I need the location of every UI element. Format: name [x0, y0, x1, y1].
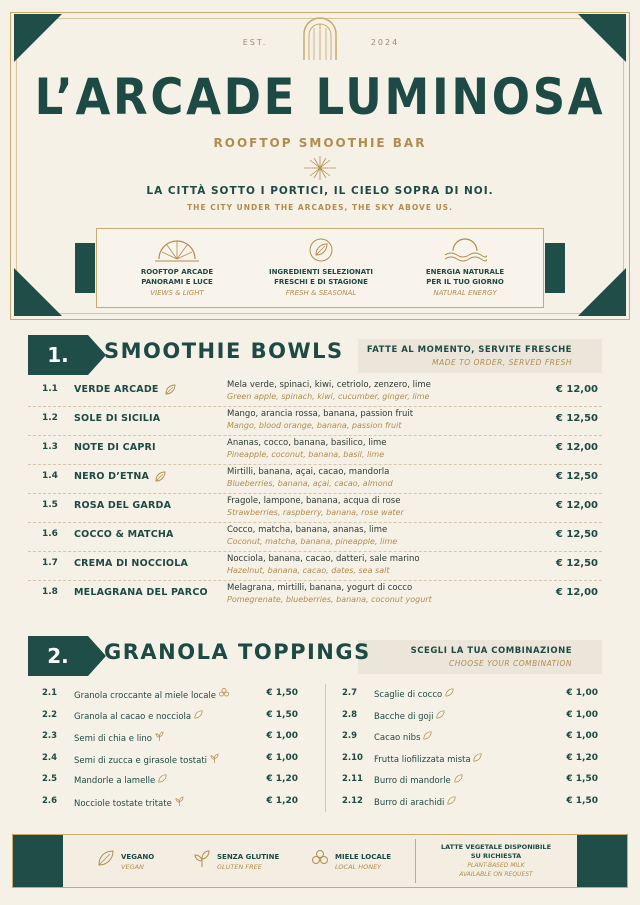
item-name — [74, 796, 184, 809]
column-divider — [325, 684, 326, 812]
item-name-text: Nocciole tostate tritate — [74, 798, 172, 809]
item-ingredients: Mela verde, spinaci, kiwi, cetriolo, zenzero, lime — [227, 380, 431, 390]
item-ingredients-english: Pomegrenate, blueberries, banana, coconut yogurt — [227, 595, 432, 604]
item-ingredients: Cocco, matcha, banana, ananas, lime — [227, 525, 388, 535]
list-item — [28, 407, 602, 436]
item-name — [74, 753, 219, 766]
list-item — [328, 727, 598, 749]
legend-english: VEGAN — [121, 863, 144, 871]
item-number: 2.5 — [42, 774, 58, 784]
item-number: 2.7 — [342, 688, 358, 698]
item-name-text: Semi di zucca e girasole tostati — [74, 755, 208, 766]
item-number: 1.8 — [42, 587, 58, 597]
feature-energy — [395, 237, 535, 299]
honey-flower-icon — [219, 688, 229, 698]
section-note-english: MADE TO ORDER, SERVED FRESH — [432, 358, 572, 367]
item-number: 1.5 — [42, 500, 58, 510]
item-ingredients: Ananas, cocco, banana, basilico, lime — [227, 438, 387, 448]
item-price: € 1,20 — [266, 774, 298, 784]
tagline: LA CITTÀ SOTTO I PORTICI, IL CIELO SOPRA DI NOI. — [146, 185, 494, 197]
feature-line2: PER IL TUO GIORNO — [426, 278, 504, 286]
item-number: 2.4 — [42, 752, 58, 763]
legend-english: LOCAL HONEY — [335, 863, 382, 871]
item-price: € 12,50 — [555, 529, 598, 540]
item-number: 1.2 — [42, 413, 58, 423]
item-name-text: Mandorle a lamelle — [74, 776, 156, 786]
leaf-icon — [97, 849, 115, 867]
leaf-icon — [158, 774, 167, 783]
item-price: € 1,50 — [266, 709, 298, 720]
item-price: € 1,00 — [266, 752, 298, 763]
section-number: 1. — [28, 335, 88, 375]
item-name: CREMA DI NOCCIOLA — [74, 558, 189, 569]
item-ingredients: Mirtilli, banana, açai, cacao, mandorla — [227, 467, 390, 477]
item-name-text: Scaglie di cocco — [374, 690, 443, 700]
item-ingredients-english: Blueberries, banana, açai, cacao, almond — [227, 479, 393, 488]
list-item — [328, 749, 598, 771]
item-name — [374, 774, 463, 786]
list-item — [328, 706, 598, 728]
item-ingredients-english: Coconut, matcha, banana, pineapple, lime — [227, 537, 398, 546]
item-name — [374, 688, 454, 700]
feature-rooftop — [107, 237, 247, 299]
arch-logo-icon — [300, 14, 340, 60]
item-number: 2.10 — [342, 752, 363, 763]
leaf-icon — [445, 688, 454, 697]
feature-english: VIEWS & LIGHT — [150, 289, 204, 297]
feature-line1: ENERGIA NATURALE — [425, 268, 505, 276]
item-price: € 1,00 — [266, 731, 298, 741]
milk-note-line2: SU RICHIESTA — [470, 852, 522, 860]
item-price: € 12,00 — [555, 384, 598, 395]
item-price: € 1,00 — [566, 731, 598, 741]
list-item — [28, 378, 602, 407]
list-item — [28, 436, 602, 465]
item-name-text: Granola al cacao e nocciola — [74, 711, 192, 722]
list-item — [28, 494, 602, 523]
item-name-text: Cacao nibs — [374, 733, 421, 743]
item-number: 2.3 — [42, 731, 58, 741]
item-price: € 1,20 — [266, 795, 298, 806]
item-price: € 1,00 — [566, 709, 598, 720]
sunrise-icon — [155, 237, 199, 263]
feature-line2: FRESCHI E DI STAGIONE — [274, 278, 368, 286]
toppings-column-left — [28, 684, 298, 813]
restaurant-title: L’ARCADE LUMINOSA — [34, 68, 606, 126]
sprout-icon — [193, 849, 211, 867]
item-name-text: Bacche di goji — [374, 711, 434, 722]
leaf-icon — [454, 774, 463, 783]
item-name — [74, 688, 229, 701]
item-price: € 1,20 — [566, 752, 598, 763]
section-title: GRANOLA TOPPINGS — [104, 640, 371, 664]
list-item — [28, 465, 602, 494]
legend-label: VEGANO — [121, 853, 155, 861]
vegan-leaf-icon — [165, 384, 176, 395]
features-box — [96, 228, 544, 308]
vegan-leaf-icon — [155, 471, 166, 482]
feature-line1: ROOFTOP ARCADE — [140, 268, 214, 276]
item-price: € 1,50 — [266, 688, 298, 698]
item-ingredients: Nocciola, banana, cacao, datteri, sale marino — [227, 554, 420, 564]
item-number: 1.7 — [42, 558, 58, 568]
section-title: SMOOTHIE BOWLS — [104, 339, 344, 363]
section-note: SCEGLI LA TUA COMBINAZIONE — [410, 646, 572, 656]
item-price: € 12,00 — [555, 587, 598, 598]
item-price: € 1,50 — [566, 795, 598, 806]
item-name — [374, 710, 445, 722]
item-name — [374, 796, 456, 808]
item-number: 1.6 — [42, 529, 58, 539]
footer-ornament-left — [13, 835, 63, 887]
item-price: € 12,00 — [555, 500, 598, 511]
list-item — [328, 684, 598, 706]
milk-note-english1: PLANT-BASED MILK — [467, 862, 525, 869]
item-name: NOTE DI CAPRI — [74, 442, 156, 453]
sprout-icon — [155, 731, 164, 741]
item-price: € 12,50 — [555, 413, 598, 424]
item-name — [74, 774, 167, 786]
item-name-text: Frutta liofilizzata mista — [374, 754, 471, 765]
established-line — [0, 38, 640, 47]
item-number: 1.4 — [42, 471, 58, 481]
list-item — [28, 792, 298, 814]
est-label: EST. — [242, 38, 268, 47]
toppings-column-right — [328, 684, 598, 813]
item-name — [74, 731, 164, 744]
item-number: 2.2 — [42, 709, 58, 720]
item-number: 2.1 — [42, 688, 58, 698]
item-price: € 12,50 — [555, 558, 598, 569]
sun-over-waves-icon — [443, 237, 487, 263]
legend-english: GLUTEN FREE — [217, 863, 262, 871]
item-name: MELAGRANA DEL PARCO — [74, 587, 208, 598]
legend-label: SENZA GLUTINE — [217, 853, 280, 861]
item-name-text: NERO D’ETNA — [74, 471, 150, 482]
legend-label: MIELE LOCALE — [335, 853, 391, 861]
item-number: 2.9 — [342, 731, 358, 741]
leaf-icon — [473, 753, 482, 762]
item-ingredients: Fragole, lampone, banana, acqua di rose — [227, 496, 401, 506]
item-name-text: Burro di mandorle — [374, 776, 451, 786]
section-note: FATTE AL MOMENTO, SERVITE FRESCHE — [366, 345, 572, 355]
list-item — [28, 749, 298, 771]
item-name-text: VERDE ARCADE — [74, 384, 159, 395]
section-note-english: CHOOSE YOUR COMBINATION — [449, 659, 572, 668]
item-number: 1.3 — [42, 442, 58, 452]
item-name-text: Semi di chia e lino — [74, 734, 153, 744]
item-ingredients-english: Pineapple, coconut, banana, basil, lime — [227, 450, 385, 459]
item-name: SOLE DI SICILIA — [74, 413, 161, 424]
list-item — [28, 523, 602, 552]
list-item — [28, 770, 298, 792]
item-ingredients: Mango, arancia rossa, banana, passion fruit — [227, 409, 414, 419]
leaf-icon — [447, 796, 456, 805]
milk-note-english2: AVAILABLE ON REQUEST — [459, 871, 533, 878]
item-name-text: Burro di arachidi — [374, 797, 445, 808]
item-ingredients-english: Strawberries, raspberry, banana, rose water — [227, 508, 404, 517]
item-price: € 1,50 — [566, 774, 598, 784]
list-item — [328, 770, 598, 792]
item-number: 2.11 — [342, 774, 363, 784]
item-price: € 1,00 — [566, 688, 598, 698]
list-item — [28, 581, 602, 610]
feature-line2: PANORAMI E LUCE — [141, 278, 213, 286]
item-price: € 12,50 — [555, 471, 598, 482]
item-ingredients-english: Hazelnut, banana, cacao, dates, sea salt — [227, 566, 390, 575]
item-name — [74, 710, 203, 722]
section-header-bowls — [28, 335, 602, 375]
item-number: 2.12 — [342, 795, 363, 806]
tagline-english: THE CITY UNDER THE ARCADES, THE SKY ABOVE US. — [187, 203, 453, 212]
item-name — [374, 731, 432, 743]
leaf-icon — [423, 731, 432, 740]
list-item — [28, 552, 602, 581]
item-ingredients-english: Mango, blood orange, banana, passion fruit — [227, 421, 402, 430]
footer-divider — [415, 839, 416, 883]
restaurant-subtitle: ROOFTOP SMOOTHIE BAR — [213, 136, 427, 150]
feature-line1: INGREDIENTI SELEZIONATI — [268, 268, 374, 276]
milk-note-line1: LATTE VEGETALE DISPONIBILE — [440, 843, 552, 851]
section-header-toppings — [28, 636, 602, 676]
item-name-text: Granola croccante al miele locale — [74, 691, 217, 701]
feature-english: NATURAL ENERGY — [433, 289, 497, 297]
item-name — [74, 384, 176, 395]
list-item — [28, 706, 298, 728]
item-name: ROSA DEL GARDA — [74, 500, 172, 511]
leaf-icon — [436, 710, 445, 719]
sunburst-icon — [304, 156, 336, 180]
list-item — [28, 727, 298, 749]
item-ingredients: Melagrana, mirtilli, banana, yogurt di cocco — [227, 583, 413, 593]
section-number: 2. — [28, 636, 88, 676]
plant-milk-note — [421, 843, 571, 879]
item-number: 2.8 — [342, 709, 358, 720]
leaf-icon — [194, 710, 203, 719]
footer-legend — [12, 834, 628, 888]
est-year: 2024 — [370, 38, 400, 47]
item-number: 1.1 — [42, 384, 58, 394]
footer-ornament-right — [577, 835, 627, 887]
leaf-icon — [308, 237, 334, 263]
sprout-icon — [210, 753, 219, 763]
item-name — [74, 471, 166, 482]
item-name — [374, 753, 482, 765]
item-ingredients-english: Green apple, spinach, kiwi, cucumber, ginger, lime — [227, 392, 430, 401]
list-item — [328, 792, 598, 814]
honey-flower-icon — [311, 849, 329, 867]
item-price: € 12,00 — [555, 442, 598, 453]
item-name: COCCO & MATCHA — [74, 529, 174, 540]
feature-english: FRESH & SEASONAL — [285, 289, 357, 297]
feature-ingredients — [251, 237, 391, 299]
list-item — [28, 684, 298, 706]
item-number: 2.6 — [42, 795, 58, 806]
sprout-icon — [175, 796, 184, 806]
